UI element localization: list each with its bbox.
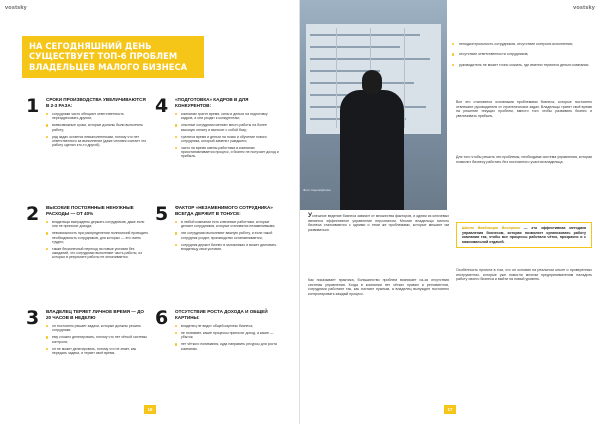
problem-point: ему сложно делегировать, потому что нет чёткой системы контроля;	[46, 335, 150, 344]
callout-point: неподконтрольность сотрудников, отсутствие контроля исполнения;	[452, 42, 592, 46]
problem-title: ВЫСОКИЕ ПОСТОЯННЫЕ НЕНУЖНЫЕ РАСХОДЫ — ОТ 40%	[46, 205, 134, 216]
problem-number: 6	[155, 307, 169, 329]
left-column-text-2	[308, 278, 449, 296]
problem-point: в любой компании есть ключевые работники, которые делают сотрудников, которые становятся незаменимыми;	[175, 220, 279, 229]
problem-point: эти сотрудники выполняют важную работу, и если такой сотрудник уходит, производство останавливается;	[175, 231, 279, 240]
man-head	[362, 70, 382, 94]
businessman-photo	[300, 0, 447, 210]
right-column-text-2	[456, 155, 592, 164]
headline-line-1: НА СЕГОДНЯШНИЙ ДЕНЬ	[29, 41, 152, 51]
paragraph: спешное ведение бизнеса зависит от множества факторов, и одним из ключевых является эффективное управление персоналом. Многие владельцы малого бизнеса сталкиваются с одними и теми же проблемами, которые мешают им развиваться.	[308, 214, 449, 232]
paragraph: Для того чтобы решить эти проблемы, необходима система управления, которая позволит бизнесу работать без постоянного участия владельца.	[456, 155, 592, 164]
paragraph: Как показывает практика, большинство проблем возникает из-за отсутствия системы управления. Когда в компании нет чётких правил и регламентов, сотрудники работают так, как считают нужным, а владелец вынужден постоянно контролировать каждый процесс.	[308, 278, 449, 296]
headline-box	[22, 36, 204, 78]
problem-point: опытные сотрудники меняют место работы на более высокую оплату и выносят с собой базу;	[175, 123, 279, 132]
problem-point: нет чёткого понимания, куда направить ресурсы для роста компании.	[175, 342, 279, 351]
problem-point: владельцы вынуждены держать сотрудников, даже если они не приносят дохода;	[46, 220, 150, 229]
callout-point: отсутствие ответственности сотрудников;	[452, 52, 592, 56]
problem-number: 3	[26, 307, 40, 329]
problem-point: часто на время смены работника в компании приостанавливается процесс, и бизнес не получает доход и прибыль.	[175, 146, 279, 159]
problem-point: владелец не видит общей картины бизнеса;	[175, 324, 279, 328]
problem-point: сотрудники часто обещают ответственность переадресовать другим;	[46, 112, 150, 121]
problem-title: ФАКТОР «НЕЗАМЕНИМОГО СОТРУДНИКА» ВСЕГДА ДЕРЖИТ В ТОНУСЕ:	[175, 205, 273, 216]
right-column-text-1	[456, 100, 592, 118]
problem-point: он не может делегировать, потому что не знает, как передать задачи, и теряет своё время.	[46, 347, 150, 356]
problem-number: 2	[26, 203, 40, 225]
left-column-text-1	[308, 214, 449, 232]
right-page	[300, 0, 600, 424]
man-silhouette	[340, 90, 404, 210]
problem-number: 1	[26, 95, 40, 117]
problem-number: 5	[155, 203, 169, 225]
page-number: 16	[144, 405, 156, 414]
problem-point: всевозможные сроки, которые должны были выполнить работу;	[46, 123, 150, 132]
problem-title: ВЛАДЕЛЕЦ ТЕРЯЕТ ЛИЧНОЕ ВРЕМЯ — ДО 20 ЧАСОВ В НЕДЕЛЮ	[46, 309, 144, 320]
right-column-text-3	[456, 268, 592, 282]
problem-title: ОТСУТСТВИЕ РОСТА ДОХОДА И ОБЩЕЙ КАРТИНЫ:	[175, 309, 268, 320]
highlight-box	[456, 222, 592, 248]
problem-point: ряд задач остается невыполненными, потому что нет ответственного за выполнение (даже человек считает что работу сделал кто-то другой).	[46, 135, 150, 148]
problem-point: не понимает, какие процессы приносят доход, а какие — убыток;	[175, 331, 279, 340]
callout-point: руководитель не может точно сказать, где именно теряются деньги компании.	[452, 63, 592, 67]
problem-point: сотрудник держит бизнес в заложниках и может диктовать владельцу свои условия.	[175, 243, 279, 252]
problem-number: 4	[155, 95, 169, 117]
page-number: 17	[444, 405, 456, 414]
problem-point: также бесконечный переход на новые условия без ожиданий, что сотрудники выполняют часть работы, из которых в результате работы не оплачивается.	[46, 247, 150, 260]
problems-grid	[26, 96, 286, 408]
callout-list	[452, 42, 592, 73]
brand-logo: vostsky	[5, 5, 27, 11]
brand-logo: vostsky	[573, 5, 595, 11]
drop-cap: У	[308, 212, 313, 219]
problem-point: тратятся время и деньги на поиск и обучение нового сотрудника, который заменит ушедшего;	[175, 135, 279, 144]
problem-point: он постоянно решает задачи, которые должны решать сотрудники;	[46, 324, 150, 333]
problem-point: компании тратят время, силы и деньги на подготовку кадров, а они уходят к конкурентам;	[175, 112, 279, 121]
problem-title: СРОКИ ПРОИЗВОДСТВА УВЕЛИЧИВАЮТСЯ В 2-3 РАЗА:	[46, 97, 146, 108]
photo-credit: Фото: Depositphotos	[303, 188, 331, 192]
paragraph: Все это становится основными проблемами бизнеса, которые постоянно отвлекают руководителя от стратегических задач. Владельцы тратят своё время на решение текущих проблем, вместо того чтобы развивать бизнес и увеличивать прибыль.	[456, 100, 592, 118]
problem-point: невозможность при распределении полномочий проводить необходимость сотрудников, для которых — это очень трудно;	[46, 231, 150, 244]
problem-title: «ПОДГОТОВКА» КАДРОВ В ДЛЯ КОНКУРЕНТОВ:	[175, 97, 249, 108]
headline-line-3: ВЛАДЕЛЬЦЕВ МАЛОГО БИЗНЕСА	[29, 61, 188, 72]
paragraph: Особенность проекта в том, что он основан на реальном опыте и проверенных инструментах, которые уже помогли многим предпринимателям наладить работу своего бизнеса и выйти на новый уровень.	[456, 268, 592, 281]
headline-line-2: СУЩЕСТВУЕТ ТОП-6 ПРОБЛЕМ	[29, 51, 178, 62]
highlight-lead: Школа Владимира Вострого	[462, 226, 521, 230]
highlight-text: — это эффективная методика управления бизнесом, которая позволяет организовать работу компании так, чтобы все процессы работали чётко, прозрачно и с максимальной отдачей.	[462, 226, 586, 244]
